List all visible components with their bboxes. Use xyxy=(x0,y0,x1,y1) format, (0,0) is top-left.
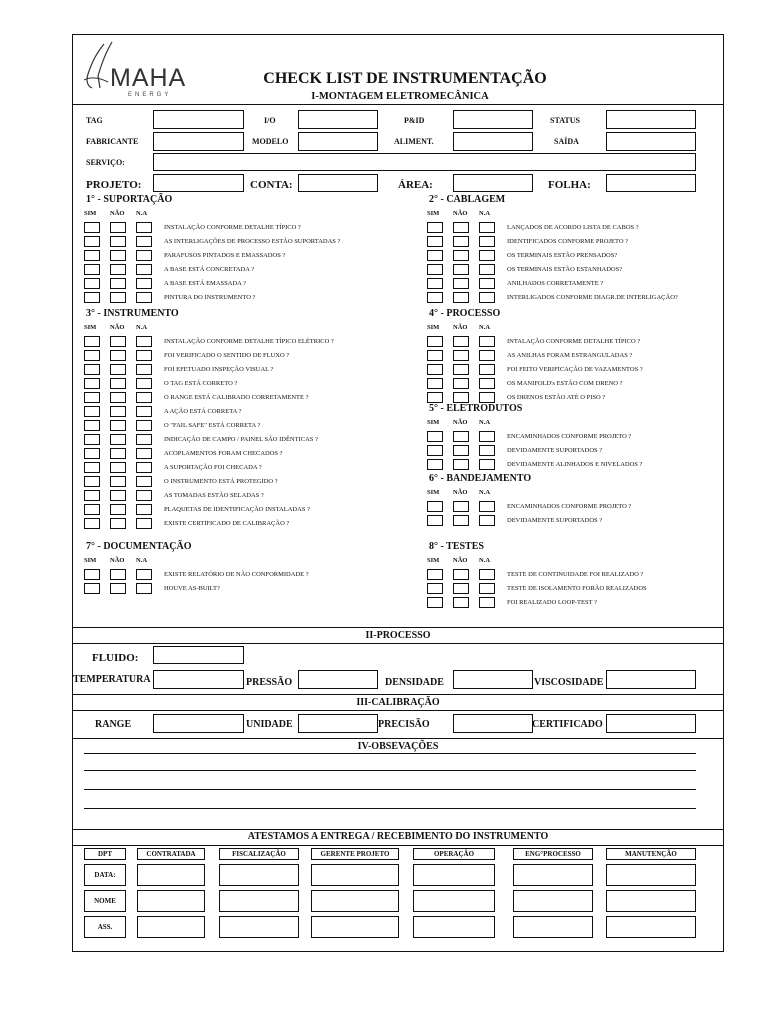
checkbox-na[interactable] xyxy=(136,364,152,375)
checkbox-sim[interactable] xyxy=(427,264,443,275)
checkbox-sim[interactable] xyxy=(427,597,443,608)
checkbox-na[interactable] xyxy=(479,250,495,261)
checkbox-sim[interactable] xyxy=(84,406,100,417)
checklist-item: INTERLIGADOS CONFORME DIAGR.DE INTERLIGAÇÃO? xyxy=(507,294,678,301)
checkbox-nao[interactable] xyxy=(110,392,126,403)
checkbox-na[interactable] xyxy=(479,459,495,470)
checkbox-na[interactable] xyxy=(136,490,152,501)
col-header-sim: SIM xyxy=(84,324,97,331)
checkbox-nao[interactable] xyxy=(453,445,469,456)
divider xyxy=(72,104,724,105)
entrega-cell[interactable] xyxy=(311,890,399,912)
checklist-item: INDICAÇÃO DE CAMPO / PAINEL SÃO IDÊNTICAS ? xyxy=(164,436,318,443)
checklist-item: IDENTIFICADOS CONFORME PROJETO ? xyxy=(507,238,629,245)
checkbox-sim[interactable] xyxy=(427,278,443,289)
brand-tagline: ENERGY xyxy=(128,92,172,98)
saida-label: SAÍDA xyxy=(554,137,579,146)
observacoes-line[interactable] xyxy=(84,770,696,771)
pressao-label: PRESSÃO xyxy=(246,677,293,688)
certificado-field[interactable] xyxy=(606,714,696,733)
entrega-header: GERENTE PROJETO xyxy=(311,848,399,860)
observacoes-line[interactable] xyxy=(84,808,696,809)
checklist-item: O RANGE ESTÁ CALIBRADO CORRETAMENTE ? xyxy=(164,394,309,401)
entrega-cell[interactable] xyxy=(513,864,593,886)
checkbox-na[interactable] xyxy=(479,236,495,247)
checkbox-nao[interactable] xyxy=(110,434,126,445)
tag-field[interactable] xyxy=(153,110,244,129)
divider xyxy=(72,845,724,846)
checkbox-na[interactable] xyxy=(479,569,495,580)
checkbox-sim[interactable] xyxy=(427,292,443,303)
checkbox-na[interactable] xyxy=(479,378,495,389)
checkbox-sim[interactable] xyxy=(84,518,100,529)
entrega-cell[interactable] xyxy=(513,890,593,912)
checkbox-sim[interactable] xyxy=(84,264,100,275)
checkbox-sim[interactable] xyxy=(427,336,443,347)
checklist-item: OS MANIFOLD's ESTÃO COM DRENO ? xyxy=(507,380,623,387)
checklist-item: LANÇADOS DE ACORDO LISTA DE CABOS ? xyxy=(507,224,639,231)
entrega-cell[interactable] xyxy=(606,890,696,912)
checkbox-na[interactable] xyxy=(136,448,152,459)
checkbox-nao[interactable] xyxy=(453,264,469,275)
s8-title: 8° - TESTES xyxy=(429,541,484,552)
checkbox-sim[interactable] xyxy=(84,292,100,303)
checkbox-nao[interactable] xyxy=(110,278,126,289)
checkbox-sim[interactable] xyxy=(427,350,443,361)
entrega-cell[interactable] xyxy=(413,916,495,938)
modelo-field[interactable] xyxy=(298,132,378,151)
page-subtitle: I-MONTAGEM ELETROMECÂNICA xyxy=(311,91,489,102)
entrega-header: FISCALIZAÇÃO xyxy=(219,848,299,860)
col-header-na: N.A xyxy=(479,324,491,331)
checkbox-sim[interactable] xyxy=(84,392,100,403)
checkbox-sim[interactable] xyxy=(84,448,100,459)
checkbox-na[interactable] xyxy=(136,336,152,347)
entrega-cell[interactable] xyxy=(219,890,299,912)
checkbox-sim[interactable] xyxy=(427,378,443,389)
aliment-field[interactable] xyxy=(453,132,533,151)
col-header-na: N.A xyxy=(479,489,491,496)
checkbox-nao[interactable] xyxy=(453,501,469,512)
checkbox-nao[interactable] xyxy=(110,336,126,347)
checklist-item: A BASE ESTÁ EMASSADA ? xyxy=(164,280,246,287)
divider xyxy=(72,643,724,644)
checklist-item: DEVIDAMENTE ALINHADOS E NIVELADOS ? xyxy=(507,461,643,468)
checklist-item: O TAG ESTÁ CORRETO ? xyxy=(164,380,238,387)
checklist-item: OS TERMINAIS ESTÃO PRENSADOS? xyxy=(507,252,618,259)
checklist-item: ENCAMINHADOS CONFORME PROJETO ? xyxy=(507,503,632,510)
s5-title: 5° - ELETRODUTOS xyxy=(429,403,523,414)
fabricante-field[interactable] xyxy=(153,132,244,151)
checkbox-nao[interactable] xyxy=(453,222,469,233)
checkbox-nao[interactable] xyxy=(110,518,126,529)
s6-title: 6° - BANDEJAMENTO xyxy=(429,473,532,484)
checkbox-nao[interactable] xyxy=(110,490,126,501)
entrega-row-label: NOME xyxy=(84,890,126,912)
checklist-item: ENCAMINHADOS CONFORME PROJETO ? xyxy=(507,433,632,440)
area-field[interactable] xyxy=(453,174,533,192)
range-field[interactable] xyxy=(153,714,244,733)
checkbox-na[interactable] xyxy=(136,569,152,580)
checkbox-sim[interactable] xyxy=(427,364,443,375)
entrega-header: OPERAÇÃO xyxy=(413,848,495,860)
entrega-cell[interactable] xyxy=(311,916,399,938)
fluido-label: FLUIDO: xyxy=(92,652,139,664)
io-field[interactable] xyxy=(298,110,378,129)
entrega-row-label: DATA: xyxy=(84,864,126,886)
checkbox-sim[interactable] xyxy=(84,462,100,473)
checkbox-nao[interactable] xyxy=(110,448,126,459)
checkbox-nao[interactable] xyxy=(453,336,469,347)
checkbox-na[interactable] xyxy=(479,597,495,608)
conta-label: CONTA: xyxy=(250,179,293,191)
checkbox-nao[interactable] xyxy=(453,250,469,261)
checkbox-na[interactable] xyxy=(136,278,152,289)
entrega-cell[interactable] xyxy=(219,864,299,886)
checkbox-nao[interactable] xyxy=(110,420,126,431)
col-header-sim: SIM xyxy=(427,210,440,217)
checkbox-sim[interactable] xyxy=(427,250,443,261)
checkbox-sim[interactable] xyxy=(84,250,100,261)
s4-title: 4° - PROCESSO xyxy=(429,308,501,319)
checkbox-na[interactable] xyxy=(479,501,495,512)
checklist-item: FOI FEITO VERIFICAÇÃO DE VAZAMENTOS ? xyxy=(507,366,643,373)
checklist-item: INSTALAÇÃO CONFORME DETALHE TÍPICO ? xyxy=(164,224,301,231)
col-header-na: N.A xyxy=(479,419,491,426)
checkbox-nao[interactable] xyxy=(453,236,469,247)
entrega-cell[interactable] xyxy=(219,916,299,938)
col-header-sim: SIM xyxy=(427,419,440,426)
checklist-item: AS TOMADAS ESTÃO SELADAS ? xyxy=(164,492,264,499)
checklist-item: DEVIDAMENTE SUPORTADOS ? xyxy=(507,447,603,454)
col-header-sim: SIM xyxy=(84,557,97,564)
col-header-nao: NÃO xyxy=(453,419,468,426)
entrega-cell[interactable] xyxy=(137,916,205,938)
checkbox-na[interactable] xyxy=(136,350,152,361)
checkbox-na[interactable] xyxy=(136,406,152,417)
projeto-field[interactable] xyxy=(153,174,244,192)
folha-label: FOLHA: xyxy=(548,179,591,191)
entrega-cell[interactable] xyxy=(137,890,205,912)
checkbox-na[interactable] xyxy=(479,515,495,526)
entrega-title: ATESTAMOS A ENTREGA / RECEBIMENTO DO INSTRUMENTO xyxy=(247,831,549,842)
checklist-item: TESTE DE CONTINUIDADE FOI REALIZADO ? xyxy=(507,571,644,578)
checkbox-sim[interactable] xyxy=(84,476,100,487)
densidade-label: DENSIDADE xyxy=(385,677,444,688)
checkbox-na[interactable] xyxy=(479,364,495,375)
col-header-nao: NÃO xyxy=(453,557,468,564)
checkbox-nao[interactable] xyxy=(110,236,126,247)
checkbox-sim[interactable] xyxy=(427,236,443,247)
pid-field[interactable] xyxy=(453,110,533,129)
servico-field[interactable] xyxy=(153,153,696,171)
checkbox-nao[interactable] xyxy=(110,504,126,515)
checklist-item: AS INTERLIGAÇÕES DE PROCESSO ESTÃO SUPORTADAS ? xyxy=(164,238,341,245)
checkbox-na[interactable] xyxy=(136,518,152,529)
checklist-item: O "FAIL SAFE" ESTÁ CORRETA ? xyxy=(164,422,261,429)
checkbox-sim[interactable] xyxy=(84,278,100,289)
s2-title: 2° - CABLAGEM xyxy=(429,194,506,205)
checkbox-na[interactable] xyxy=(136,392,152,403)
certificado-label: CERTIFICADO xyxy=(532,719,603,730)
col-header-na: N.A xyxy=(479,210,491,217)
unidade-field[interactable] xyxy=(298,714,378,733)
checkbox-na[interactable] xyxy=(136,236,152,247)
checkbox-sim[interactable] xyxy=(84,583,100,594)
checklist-item: HOUVE AS-BUILT? xyxy=(164,585,220,592)
checklist-item: ANILHADOS CORRETAMENTE ? xyxy=(507,280,604,287)
pid-label: P&ID xyxy=(404,116,425,125)
checklist-item: PINTURA DO INSTRUMENTO ? xyxy=(164,294,256,301)
folha-field[interactable] xyxy=(606,174,696,192)
col-header-nao: NÃO xyxy=(453,489,468,496)
page-title: CHECK LIST DE INSTRUMENTAÇÃO xyxy=(263,70,547,87)
entrega-cell[interactable] xyxy=(311,864,399,886)
checkbox-sim[interactable] xyxy=(427,569,443,580)
observacoes-line[interactable] xyxy=(84,789,696,790)
temperatura-label: TEMPERATURA xyxy=(73,674,151,685)
divider xyxy=(84,753,696,754)
densidade-field[interactable] xyxy=(453,670,533,689)
fluido-field[interactable] xyxy=(153,646,244,664)
checkbox-sim[interactable] xyxy=(84,350,100,361)
checkbox-sim[interactable] xyxy=(84,490,100,501)
modelo-label: MODELO xyxy=(252,137,289,146)
checklist-item: EXISTE CERTIFICADO DE CALIBRAÇÃO ? xyxy=(164,520,290,527)
checkbox-na[interactable] xyxy=(136,434,152,445)
checklist-item: OS DRENOS ESTÃO ATÉ O PISO ? xyxy=(507,394,606,401)
checkbox-na[interactable] xyxy=(136,420,152,431)
col-header-nao: NÃO xyxy=(110,324,125,331)
checkbox-nao[interactable] xyxy=(110,292,126,303)
checklist-item: INTALAÇÃO CONFORME DETALHE TÍPICO ? xyxy=(507,338,641,345)
checkbox-sim[interactable] xyxy=(84,420,100,431)
fabricante-label: FABRICANTE xyxy=(86,137,139,146)
io-label: I/O xyxy=(264,116,276,125)
divider xyxy=(72,829,724,830)
col-header-nao: NÃO xyxy=(453,210,468,217)
checkbox-na[interactable] xyxy=(136,264,152,275)
checklist-item: AS ANILHAS FORAM ESTRANGULADAS ? xyxy=(507,352,633,359)
entrega-header: MANUTENÇÃO xyxy=(606,848,696,860)
checkbox-nao[interactable] xyxy=(453,392,469,403)
checkbox-nao[interactable] xyxy=(453,569,469,580)
checkbox-na[interactable] xyxy=(479,278,495,289)
checkbox-na[interactable] xyxy=(479,292,495,303)
checkbox-nao[interactable] xyxy=(453,431,469,442)
checkbox-nao[interactable] xyxy=(453,459,469,470)
saida-field[interactable] xyxy=(606,132,696,151)
checkbox-nao[interactable] xyxy=(453,378,469,389)
entrega-cell[interactable] xyxy=(606,916,696,938)
checkbox-nao[interactable] xyxy=(110,250,126,261)
conta-field[interactable] xyxy=(298,174,378,192)
checkbox-nao[interactable] xyxy=(453,583,469,594)
checkbox-na[interactable] xyxy=(479,392,495,403)
checkbox-na[interactable] xyxy=(136,250,152,261)
checklist-item: A AÇÃO ESTÁ CORRETA ? xyxy=(164,408,242,415)
checkbox-nao[interactable] xyxy=(453,278,469,289)
checklist-item: DEVIDAMENTE SUPORTADOS ? xyxy=(507,517,603,524)
s7-title: 7° - DOCUMENTAÇÃO xyxy=(86,541,192,552)
checkbox-sim[interactable] xyxy=(427,431,443,442)
checklist-item: ACOPLAMENTOS FORAM CHECADOS ? xyxy=(164,450,283,457)
col-header-na: N.A xyxy=(136,557,148,564)
unidade-label: UNIDADE xyxy=(246,719,293,730)
checklist-item: INSTALAÇÃO CONFORME DETALHE TÍPICO ELÉTRICO ? xyxy=(164,338,334,345)
checkbox-na[interactable] xyxy=(479,264,495,275)
checkbox-na[interactable] xyxy=(136,583,152,594)
checkbox-sim[interactable] xyxy=(84,569,100,580)
checkbox-nao[interactable] xyxy=(110,462,126,473)
checklist-item: FOI REALIZADO LOOP-TEST ? xyxy=(507,599,597,606)
divider xyxy=(72,694,724,695)
checkbox-sim[interactable] xyxy=(427,459,443,470)
checkbox-nao[interactable] xyxy=(453,292,469,303)
observacoes-title: IV-OBSEVAÇÕES xyxy=(357,741,439,752)
checklist-item: PLAQUETAS DE IDENTIFICAÇÃO INSTALADAS ? xyxy=(164,506,310,513)
checkbox-nao[interactable] xyxy=(110,222,126,233)
range-label: RANGE xyxy=(95,719,132,730)
col-header-na: N.A xyxy=(136,324,148,331)
entrega-row-label: ASS. xyxy=(84,916,126,938)
viscosidade-label: VISCOSIDADE xyxy=(534,677,604,688)
checkbox-nao[interactable] xyxy=(110,350,126,361)
aliment-label: ALIMENT. xyxy=(394,137,434,146)
col-header-na: N.A xyxy=(479,557,491,564)
checkbox-nao[interactable] xyxy=(453,364,469,375)
checkbox-sim[interactable] xyxy=(84,364,100,375)
checkbox-nao[interactable] xyxy=(110,364,126,375)
checklist-item: PARAFUSOS PINTADOS E EMASSADOS ? xyxy=(164,252,286,259)
status-field[interactable] xyxy=(606,110,696,129)
col-header-sim: SIM xyxy=(84,210,97,217)
calibracao-title: III-CALIBRAÇÃO xyxy=(356,697,440,708)
checkbox-nao[interactable] xyxy=(453,597,469,608)
checkbox-nao[interactable] xyxy=(110,476,126,487)
divider xyxy=(72,710,724,711)
checkbox-na[interactable] xyxy=(136,222,152,233)
temperatura-field[interactable] xyxy=(153,670,244,689)
checkbox-sim[interactable] xyxy=(84,222,100,233)
checkbox-sim[interactable] xyxy=(427,392,443,403)
entrega-cell[interactable] xyxy=(606,864,696,886)
tag-label: TAG xyxy=(86,116,103,125)
area-label: ÁREA: xyxy=(398,179,433,191)
col-header-nao: NÃO xyxy=(110,210,125,217)
checklist-item: FOI EFETUADO INSPEÇÃO VISUAL ? xyxy=(164,366,274,373)
checklist-item: OS TERMINAIS ESTÃO ESTANHADOS? xyxy=(507,266,623,273)
checkbox-sim[interactable] xyxy=(84,336,100,347)
checkbox-nao[interactable] xyxy=(110,378,126,389)
entrega-cell[interactable] xyxy=(413,864,495,886)
checkbox-sim[interactable] xyxy=(84,434,100,445)
col-header-sim: SIM xyxy=(427,489,440,496)
checkbox-sim[interactable] xyxy=(84,378,100,389)
checkbox-nao[interactable] xyxy=(453,515,469,526)
checklist-item: A SUPORTAÇÃO FOI CHECADA ? xyxy=(164,464,262,471)
checkbox-sim[interactable] xyxy=(427,445,443,456)
projeto-label: PROJETO: xyxy=(86,179,142,191)
checkbox-sim[interactable] xyxy=(427,501,443,512)
entrega-header: CONTRATADA xyxy=(137,848,205,860)
s1-title: 1° - SUPORTAÇÃO xyxy=(86,194,173,205)
checklist-item: EXISTE RELATÓRIO DE NÃO CONFORMIDADE ? xyxy=(164,571,309,578)
checkbox-sim[interactable] xyxy=(84,504,100,515)
entrega-header: DPT xyxy=(84,848,126,860)
status-label: STATUS xyxy=(550,116,580,125)
checkbox-na[interactable] xyxy=(136,378,152,389)
processo-title: II-PROCESSO xyxy=(365,630,431,641)
entrega-cell[interactable] xyxy=(137,864,205,886)
divider xyxy=(72,738,724,739)
checkbox-na[interactable] xyxy=(479,336,495,347)
col-header-na: N.A xyxy=(136,210,148,217)
checklist-item: FOI VERIFICADO O SENTIDO DE FLUXO ? xyxy=(164,352,290,359)
s3-title: 3° - INSTRUMENTO xyxy=(86,308,179,319)
checkbox-na[interactable] xyxy=(136,504,152,515)
col-header-sim: SIM xyxy=(427,557,440,564)
checkbox-na[interactable] xyxy=(479,431,495,442)
checkbox-sim[interactable] xyxy=(427,515,443,526)
pressao-field[interactable] xyxy=(298,670,378,689)
checkbox-nao[interactable] xyxy=(453,350,469,361)
checkbox-na[interactable] xyxy=(479,222,495,233)
checkbox-nao[interactable] xyxy=(110,569,126,580)
checkbox-nao[interactable] xyxy=(110,264,126,275)
viscosidade-field[interactable] xyxy=(606,670,696,689)
checkbox-na[interactable] xyxy=(136,292,152,303)
divider xyxy=(72,627,724,628)
col-header-sim: SIM xyxy=(427,324,440,331)
entrega-cell[interactable] xyxy=(413,890,495,912)
checkbox-nao[interactable] xyxy=(110,583,126,594)
servico-label: SERVIÇO: xyxy=(86,158,125,167)
checklist-item: O INSTRUMENTO ESTÁ PROTEGIDO ? xyxy=(164,478,278,485)
checkbox-sim[interactable] xyxy=(427,583,443,594)
checklist-item: TESTE DE ISOLAMENTO FORÃO REALIZADOS xyxy=(507,585,647,592)
entrega-header: ENG°PROCESSO xyxy=(513,848,593,860)
checkbox-na[interactable] xyxy=(479,350,495,361)
checkbox-na[interactable] xyxy=(136,462,152,473)
checkbox-na[interactable] xyxy=(479,583,495,594)
precisao-field[interactable] xyxy=(453,714,533,733)
entrega-cell[interactable] xyxy=(513,916,593,938)
checkbox-na[interactable] xyxy=(479,445,495,456)
col-header-nao: NÃO xyxy=(110,557,125,564)
checkbox-nao[interactable] xyxy=(110,406,126,417)
precisao-label: PRECISÃO xyxy=(378,719,430,730)
checklist-item: A BASE ESTÁ CONCRETADA ? xyxy=(164,266,255,273)
checkbox-sim[interactable] xyxy=(427,222,443,233)
checkbox-sim[interactable] xyxy=(84,236,100,247)
col-header-nao: NÃO xyxy=(453,324,468,331)
checkbox-na[interactable] xyxy=(136,476,152,487)
brand-name: MAHA xyxy=(110,64,187,92)
